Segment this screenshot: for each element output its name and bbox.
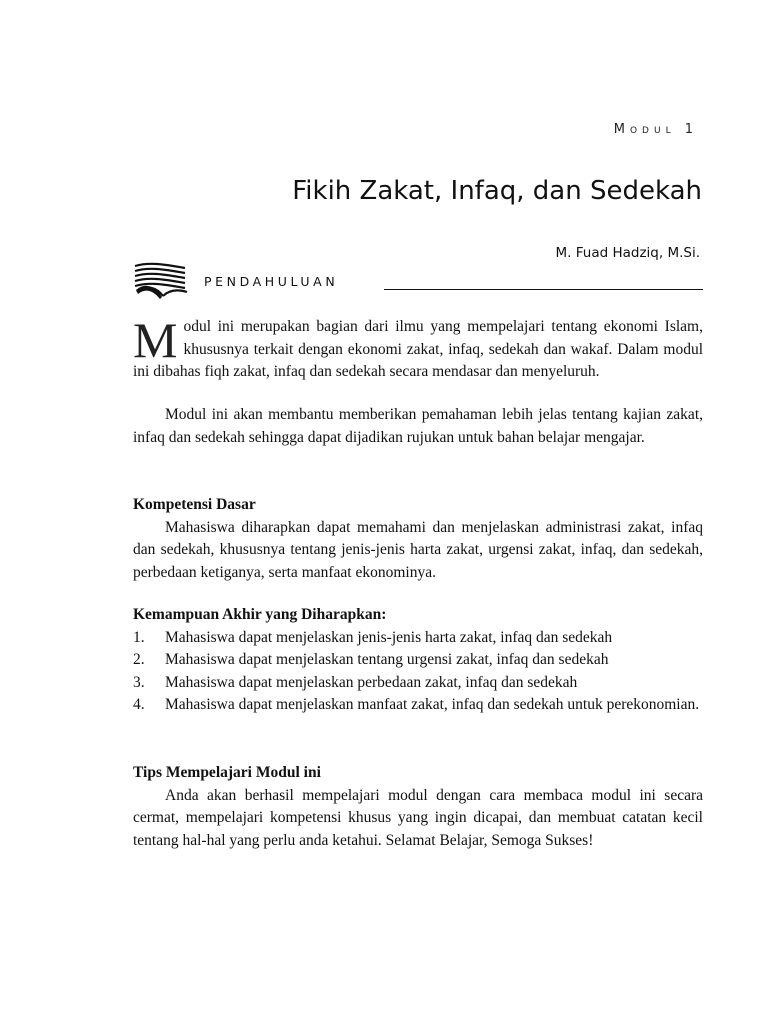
list-item — [133, 694, 703, 717]
tips-section — [133, 762, 703, 852]
list-number: 3. — [133, 673, 145, 691]
section-label-pendahuluan: PENDAHULUAN — [204, 274, 339, 289]
list-text: Mahasiswa dapat menjelaskan tentang urgensi zakat, infaq dan sedekah — [165, 651, 609, 669]
list-text: Mahasiswa dapat menjelaskan manfaat zakat, infaq dan sedekah untuk perekonomian. — [165, 696, 700, 714]
list-number: 4. — [133, 696, 145, 714]
list-number: 1. — [133, 628, 145, 646]
kemampuan-heading: Kemampuan Akhir yang Diharapkan: — [133, 606, 387, 623]
intro-paragraph-2 — [133, 404, 703, 449]
tips-heading: Tips Mempelajari Modul ini — [133, 764, 321, 781]
kompetensi-section — [133, 494, 703, 584]
list-item — [133, 627, 703, 650]
kemampuan-section — [133, 604, 703, 717]
module-title: Fikih Zakat, Infaq, dan Sedekah — [292, 176, 702, 206]
list-text: Mahasiswa dapat menjelaskan perbedaan zakat, infaq dan sedekah — [165, 673, 578, 691]
drop-cap: M — [133, 312, 178, 368]
intro-paragraph-1 — [133, 312, 703, 384]
kompetensi-heading: Kompetensi Dasar — [133, 496, 256, 513]
module-label: Modul 1 — [613, 122, 698, 137]
section-divider — [384, 289, 703, 290]
kompetensi-text: Mahasiswa diharapkan dapat memahami dan menjelaskan administrasi zakat, infaq dan sedekah, khususnya tentang jenis-jenis harta zakat, urgensi zakat, infaq, dan sedekah, perbedaan ketiganya, serta manfaat ekonominya. — [133, 518, 703, 581]
goals-list — [133, 627, 703, 717]
intro-text-2: Modul ini akan membantu memberikan pemahaman lebih jelas tentang kajian zakat, infaq dan sedekah sehingga dapat dijadikan rujukan untuk bahan belajar mengajar. — [133, 406, 703, 446]
open-book-icon — [133, 262, 189, 300]
intro-text-1: odul ini merupakan bagian dari ilmu yang mempelajari tentang ekonomi Islam, khususnya terkait dengan ekonomi zakat, infaq, sedekah dan wakaf. Dalam modul ini dibahas fiqh zakat, infaq dan sedekah secara mendasar dan menyeluruh. — [133, 318, 703, 381]
author-name: M. Fuad Hadziq, M.Si. — [555, 245, 700, 261]
list-item — [133, 649, 703, 672]
list-number: 2. — [133, 651, 145, 669]
list-text: Mahasiswa dapat menjelaskan jenis-jenis harta zakat, infaq dan sedekah — [165, 628, 613, 646]
tips-text: Anda akan berhasil mempelajari modul dengan cara membaca modul ini secara cermat, mempelajari kompetensi khusus yang ingin dicapai, dan membuat catatan kecil tentang hal-hal yang perlu anda ketahui. Selamat Belajar, Semoga Sukses! — [133, 786, 703, 849]
list-item — [133, 672, 703, 695]
